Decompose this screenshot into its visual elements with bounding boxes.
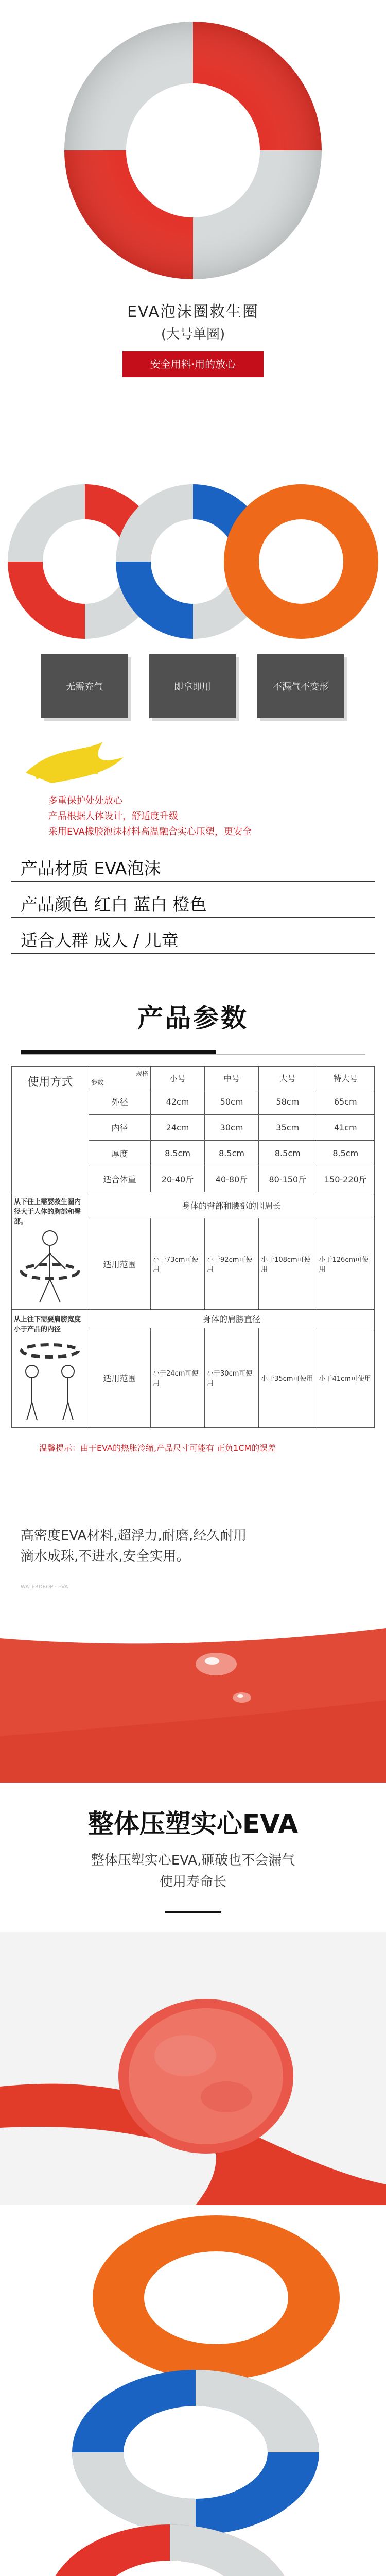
features-section (0, 654, 386, 732)
material-line-2: 滴水成珠,不进水,安全实用。 (21, 1549, 190, 1564)
solid-eva-title: 整体压塑实心EVA (87, 1809, 299, 1839)
safety-badge: 安全用料·用的放心 (122, 351, 264, 377)
row-name: 内径 (89, 1115, 151, 1141)
cell: 40-80斤 (205, 1166, 259, 1192)
cell: 小于126cm可使用 (317, 1218, 374, 1310)
cell: 8.5cm (151, 1141, 205, 1166)
info-material: 产品材质 EVA泡沫 (21, 858, 161, 878)
cell: 小于108cm可使用 (259, 1218, 317, 1310)
size-small: 小号 (151, 1067, 205, 1089)
material-line-1: 高密度EVA材料,超浮力,耐磨,经久耐用 (21, 1528, 247, 1544)
cell: 65cm (317, 1089, 374, 1115)
range-label: 适用范围 (89, 1218, 151, 1310)
range-label: 适用范围 (89, 1328, 151, 1428)
usage-label: 使用方式 (27, 1076, 73, 1089)
note-bottom: 从上往下需要肩膀宽度小于产品的内径 (14, 1316, 81, 1333)
cell: 50cm (205, 1089, 259, 1115)
cell: 150-220斤 (317, 1166, 374, 1192)
measure-shoulder: 身体的肩膀直径 (89, 1310, 375, 1328)
cell: 小于30cm可使用 (205, 1328, 259, 1428)
cell: 41cm (317, 1115, 374, 1141)
cell: 8.5cm (205, 1141, 259, 1166)
spec-table (11, 1066, 375, 1428)
solid-eva-sub-2: 使用寿命长 (159, 1874, 226, 1890)
cell: 8.5cm (317, 1141, 374, 1166)
cell: 42cm (151, 1089, 205, 1115)
feature-ready-to-use: 即拿即用 (149, 654, 236, 718)
cell: 小于41cm可使用 (317, 1328, 374, 1428)
cell: 30cm (205, 1115, 259, 1141)
stacked-rings-section (0, 2205, 386, 2576)
feature-no-inflation: 无需充气 (41, 654, 128, 718)
row-name: 适合体重 (89, 1166, 151, 1192)
product-title: EVA泡沫圈救生圈 (127, 303, 259, 321)
measure-hip: 身体的臀部和腰部的围周长 (89, 1192, 375, 1218)
material-text-section (0, 1479, 386, 1607)
cell: 小于35cm可使用 (259, 1328, 317, 1428)
cell: 小于92cm可使用 (205, 1218, 259, 1310)
tagline-line-1: 多重保护处处放心 (48, 795, 122, 806)
headline-underline (165, 1911, 221, 1913)
info-audience: 适合人群 成人 / 儿童 (21, 930, 179, 951)
size-xlarge: 特大号 (317, 1067, 374, 1089)
cut-ring-image (0, 1932, 386, 2205)
row-name: 外径 (89, 1089, 151, 1115)
cell: 58cm (259, 1089, 317, 1115)
eva-surface-image (0, 1607, 386, 1783)
title-underline-accent (21, 1050, 216, 1054)
tagline-line-3: 采用EVA橡胶泡沫材料高温融合实心压塑，更安全 (48, 826, 252, 837)
cell: 小于24cm可使用 (151, 1328, 205, 1428)
person-with-ring-figure (14, 1228, 86, 1305)
divider (11, 953, 375, 954)
product-info-section (0, 845, 386, 984)
orange-ring (93, 2215, 340, 2380)
cell: 24cm (151, 1115, 205, 1141)
note-top: 从下往上需要救生圈内径大于人体的胸部和臀部。 (14, 1198, 81, 1226)
image-caption: WATERDROP · EVA (21, 1584, 68, 1590)
solid-eva-section (0, 1783, 386, 1932)
feature-no-leak: 不漏气不变形 (257, 654, 344, 718)
waterdrop-closeup-section (0, 1607, 386, 1783)
cell: 20-40斤 (151, 1166, 205, 1192)
spec-label: 规格 (135, 1070, 148, 1077)
blue-white-ring (72, 2370, 319, 2535)
cell: 小于73cm可使用 (151, 1218, 205, 1310)
size-large: 大号 (259, 1067, 317, 1089)
product-subtitle: (大号单圈) (161, 327, 225, 342)
lifebuoy-hero-image (0, 0, 386, 289)
row-name: 厚度 (89, 1141, 151, 1166)
size-medium: 中号 (205, 1067, 259, 1089)
cell: 8.5cm (259, 1141, 317, 1166)
divider (11, 917, 375, 918)
cell: 80-150斤 (259, 1166, 317, 1192)
tagline-section (0, 732, 386, 845)
stacked-lifebuoys-image (0, 2205, 386, 2576)
orange-ring (224, 484, 378, 639)
info-colors: 产品颜色 红白 蓝白 橙色 (21, 894, 207, 914)
three-lifebuoys-image (0, 469, 386, 654)
param-label: 参数 (91, 1079, 104, 1086)
title-section (0, 289, 386, 469)
params-title: 产品参数 (137, 1003, 249, 1033)
person-shoulder-figure (14, 1335, 86, 1423)
color-variants-section (0, 469, 386, 654)
cross-section-section (0, 1932, 386, 2205)
tolerance-tip: 温馨提示：由于EVA的热胀冷缩,产品尺寸可能有 正负1CM的误差 (39, 1443, 276, 1453)
hero-section (0, 0, 386, 289)
cell: 35cm (259, 1115, 317, 1141)
tagline-line-2: 产品根据人体设计，舒适度升级 (48, 811, 178, 822)
water-splash-icon (21, 737, 154, 799)
divider (11, 881, 375, 882)
params-section (0, 984, 386, 1479)
red-white-ring (46, 2524, 293, 2576)
solid-eva-sub-1: 整体压塑实心EVA,砸破也不会漏气 (91, 1853, 295, 1868)
